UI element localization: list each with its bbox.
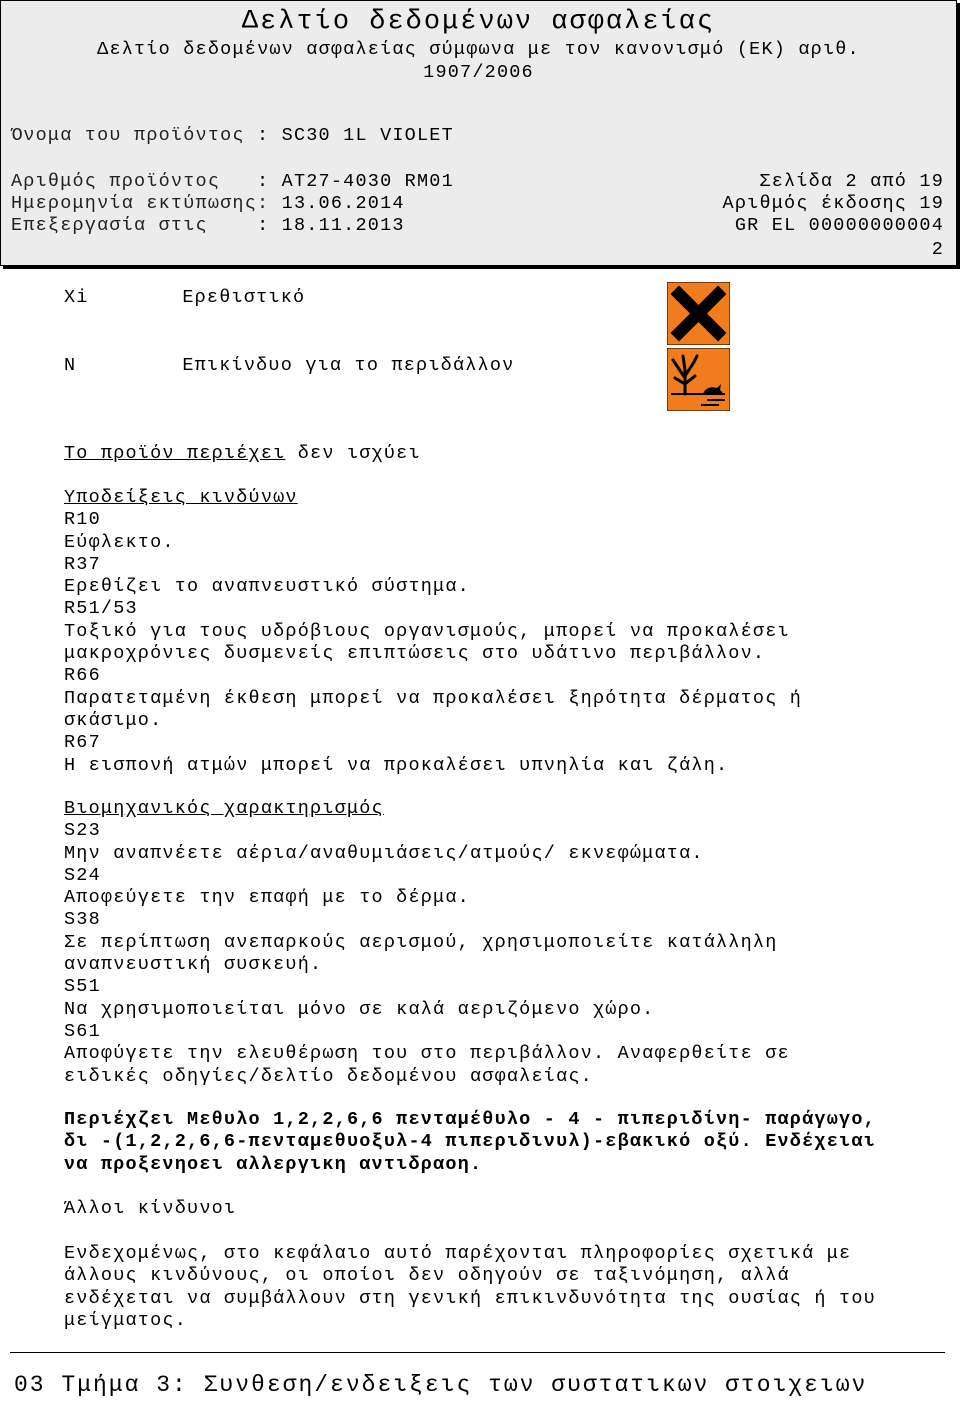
risk-text: Παρατεταμένη έκθεση μπορεί να προκαλέσει ξηρότητα δέρματος ή — [64, 687, 803, 709]
safety-text: Αποφεύγετε την επαφή με το δέρμα. — [64, 887, 470, 909]
risk-code: R51/53 — [64, 598, 138, 620]
risk-phrases — [64, 487, 944, 777]
page-total: 19 — [919, 171, 944, 192]
risk-code: R67 — [64, 732, 101, 754]
hazard-label: Επικίνδυο για το περιδάλλον — [182, 355, 515, 376]
issue-value: 19 — [919, 193, 944, 214]
risk-text: σκάσιμο. — [64, 709, 163, 731]
risk-text: Η εισπονή ατμών μπορεί να προκαλέσει υπνηλία και ζάλη. — [64, 754, 729, 776]
contains-row — [64, 443, 944, 465]
risk-code: R37 — [64, 553, 101, 575]
allergy-note-line: Περιέχζει Μεθυλο 1,2,2,6,6 πενταμέθυλο - 4 - πιπεριδίνη- παράγωγο, — [64, 1109, 876, 1130]
other-hazards-line: Ενδεχομένως, στο κεφάλαιο αυτό παρέχονται πληροφορίες σχετικά με — [64, 1243, 852, 1264]
safety-text: Μην αναπνέετε αέρια/αναθυμιάσεις/ατμούς/ εκνεφώματα. — [64, 842, 704, 864]
safety-text: ειδικές οδηγίες/δελτίο δεδομένου ασφαλείας. — [64, 1065, 593, 1087]
product-number-row — [11, 171, 944, 192]
contains-value: δεν ισχύει — [297, 443, 421, 464]
hazard-label: Ερεθιστικό — [182, 287, 306, 308]
print-date-value: 13.06.2014 — [281, 193, 405, 214]
risk-text: μακροχρόνιες δυσμενείς επιπτώσεις στο υδάτινο περιβάλλον. — [64, 643, 766, 665]
print-date-label: Ημερομηνία εκτύπωσης: — [11, 193, 270, 214]
section-3-title: 03 Τμήμα 3: Συνθεση/ενδειξεις των συστατικων στοιχειων — [14, 1372, 868, 1398]
product-name-label: Όνομα του προϊόντος — [11, 125, 245, 146]
print-date-row — [11, 193, 944, 214]
other-hazards-line: ενδέχεται να συμβάλλουν στη γενική επικινδυνότητα της ουσίας ή του — [64, 1287, 876, 1309]
product-number-label: Αριθμός προϊόντος — [11, 171, 221, 192]
page-indicator — [759, 171, 944, 192]
safety-code: S61 — [64, 1020, 101, 1042]
document-code-row-2 — [11, 239, 944, 260]
safety-code: S24 — [64, 864, 101, 886]
processed-label: Επεξεργασία στις — [11, 215, 208, 236]
subtitle-line-2: 1907/2006 — [423, 62, 534, 83]
hazard-code: Xi — [64, 287, 89, 308]
page-current: 2 — [845, 171, 858, 192]
document-code: GR EL 00000000004 — [734, 215, 944, 236]
product-name-value: : SC30 1L VIOLET — [257, 125, 454, 146]
safety-text: Αποφύγετε την ελευθέρωση του στο περιβάλλον. Αναφερθείτε σε — [64, 1043, 790, 1065]
issue-number — [723, 193, 944, 214]
processed-value: : 18.11.2013 — [257, 215, 405, 236]
risk-text: Ερεθίζει το αναπνευστικό σύστημα. — [64, 576, 470, 598]
section-divider — [10, 1352, 945, 1353]
safety-heading: Βιομηχανικός χαρακτηρισμός — [64, 798, 384, 819]
other-hazards-line: μείγματος. — [64, 1309, 188, 1331]
safety-text: Να χρησιμοποιείται μόνο σε καλά αεριζόμενο χώρο. — [64, 998, 655, 1020]
page-of: από — [870, 171, 908, 192]
hazard-row-n — [64, 355, 514, 376]
safety-text: αναπνευστική συσκευή. — [64, 954, 323, 976]
contains-label: Το προϊόν περιέχει — [64, 443, 286, 464]
product-name-row — [11, 125, 944, 146]
document-title: Δελτίο δεδομένων ασφαλείας — [241, 7, 716, 37]
hazard-row-xi — [64, 287, 305, 308]
safety-text: Σε περίπτωση ανεπαρκούς αερισμού, χρησιμοποιείτε κατάλληλη — [64, 931, 778, 953]
other-hazards-heading: Άλλοι κίνδυνοι — [64, 1198, 237, 1219]
processed-row — [11, 215, 944, 236]
allergy-note — [64, 1109, 944, 1176]
product-number-value: : AT27-4030 RM01 — [257, 171, 454, 192]
safety-code: S23 — [64, 820, 101, 842]
hazard-code: N — [64, 355, 77, 376]
environment-icon — [667, 348, 730, 411]
safety-code: S38 — [64, 909, 101, 931]
other-hazards-line: άλλους κινδύνους, οι οποίοι δεν οδηγούν σε ταξινόμηση, αλλά — [64, 1265, 790, 1287]
risk-text: Τοξικό για τους υδρόβιους οργανισμούς, μπορεί να προκαλέσει — [64, 620, 790, 642]
risk-code: R10 — [64, 509, 101, 531]
other-hazards-text — [64, 1243, 944, 1332]
risk-heading: Υποδείξεις κινδύνων — [64, 487, 298, 508]
safety-phrases — [64, 798, 944, 1088]
document-subtitle — [1, 38, 956, 84]
document-code-suffix: 2 — [931, 239, 944, 260]
allergy-note-line: να προξενηοει αλλεργικη αντιδραοη. — [64, 1153, 483, 1175]
allergy-note-line: δι -(1,2,2,6,6-πενταμεθυοξυλ-4 πιπεριδινυλ)-εβακικό οξύ. Ενδέχειαι — [64, 1131, 876, 1153]
safety-code: S51 — [64, 976, 101, 998]
risk-code: R66 — [64, 665, 101, 687]
document-header — [0, 0, 957, 266]
risk-text: Εύφλεκτο. — [64, 531, 175, 553]
subtitle-line-1: Δελτίο δεδομένων ασφαλείας σύμφωνα με τον κανονισμό (ΕΚ) αριθ. — [97, 39, 860, 60]
issue-label: Αριθμός έκδοσης — [722, 193, 908, 214]
x-cross-icon — [667, 282, 730, 345]
page-label: Σελίδα — [759, 171, 834, 192]
